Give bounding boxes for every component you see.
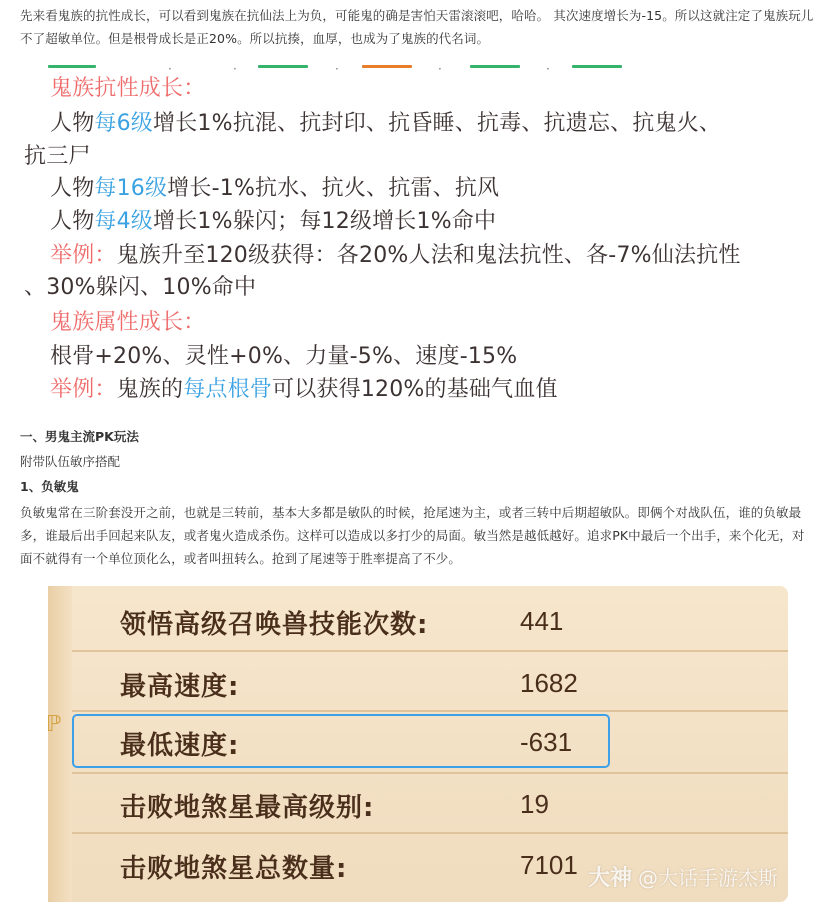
attr-growth-line: 根骨+20%、灵性+0%、力量-5%、速度-15% [50,344,518,369]
body-paragraph: 负敏鬼常在三阶套没开之前，也就是三转前，基本大多都是敏队的时候，抢尾速为主，或者三转中后期超敏队。即俩个对战队伍，谁的负敏最多，谁最后出手回起来队友，或者鬼火造成杀伤。这样可以造成以多打少的局面。敏当然是越低越好。追求PK中最后一个出手，来个化无，对面不就得有一个单位顶化么，或者叫扭转么。抢到了尾速等于胜率提高了不少。 [20,505,805,566]
resist-line-4: 人物每4级增长1%躲闪；每12级增长1%命中 [50,209,497,234]
decor-strip [48,65,96,68]
scroll-hook-icon: ℙ [46,712,62,737]
stat-label: 最低速度: [120,731,240,761]
sub-heading: 1、负敏鬼 [20,479,79,494]
sub-note: 附带队伍敏序搭配 [20,454,121,469]
watermark-text: @大话手游杰斯 [638,866,778,890]
watermark-brand: 大神 [587,866,632,891]
stat-label: 击败地煞星总数量: [120,854,348,884]
stat-label: 击败地煞星最高级别: [120,793,375,823]
stat-value: 19 [520,789,549,819]
stat-row [72,775,788,835]
decor-strip [470,65,520,68]
panel-edge [48,586,72,902]
stat-value: 7101 [520,850,578,880]
decor-strip [572,65,622,68]
stat-row-highlighted [72,713,788,773]
resistance-growth-image [20,60,816,410]
row-divider [72,710,788,712]
example-line-1: 举例：鬼族升至120级获得：各20%人法和鬼法抗性、各-7%仙法抗性 [50,243,741,268]
row-divider [72,772,788,774]
row-divider [72,832,788,834]
attr-growth-title: 鬼族属性成长： [50,310,206,335]
decor-strip [258,65,308,68]
stats-panel-image [48,586,788,902]
stat-row [72,592,788,652]
stat-label: 领悟高级召唤兽技能次数: [120,610,429,640]
stat-value: 1682 [520,668,578,698]
decor-dot: · [233,62,237,76]
resist-line-1: 人物每6级增长1%抗混、抗封印、抗昏睡、抗毒、抗遗忘、抗鬼火、 [50,111,722,136]
stat-label: 最高速度: [120,672,240,702]
resist-line-2: 抗三尸 [24,144,91,169]
decor-dot: · [438,62,442,76]
example-line-2: 举例：鬼族的每点根骨可以获得120%的基础气血值 [50,377,558,402]
decor-dot: · [335,62,339,76]
resist-line-3: 人物每16级增长-1%抗水、抗火、抗雷、抗风 [50,176,500,201]
decor-dot: · [546,62,550,76]
stat-value: 441 [520,606,564,636]
decor-dot: · [168,62,172,76]
example-line-1-cont: 、30%躲闪、10%命中 [24,275,257,300]
watermark [588,861,778,892]
resist-growth-title: 鬼族抗性成长： [50,76,206,101]
decor-strip [362,65,412,68]
row-divider [72,650,788,652]
stat-value: -631 [520,727,573,757]
stat-row [72,654,788,714]
section-heading: 一、男鬼主流PK玩法 [20,429,139,444]
intro-paragraph: 先来看鬼族的抗性成长，可以看到鬼族在抗仙法上为负，可能鬼的确是害怕天雷滚滚吧，哈哈。 其次速度增长为-15。所以这就注定了鬼族玩儿不了超敏单位。但是根骨成长是正20%。所以抗揍，血厚，也成为了鬼族的代名词。 [20,8,814,46]
